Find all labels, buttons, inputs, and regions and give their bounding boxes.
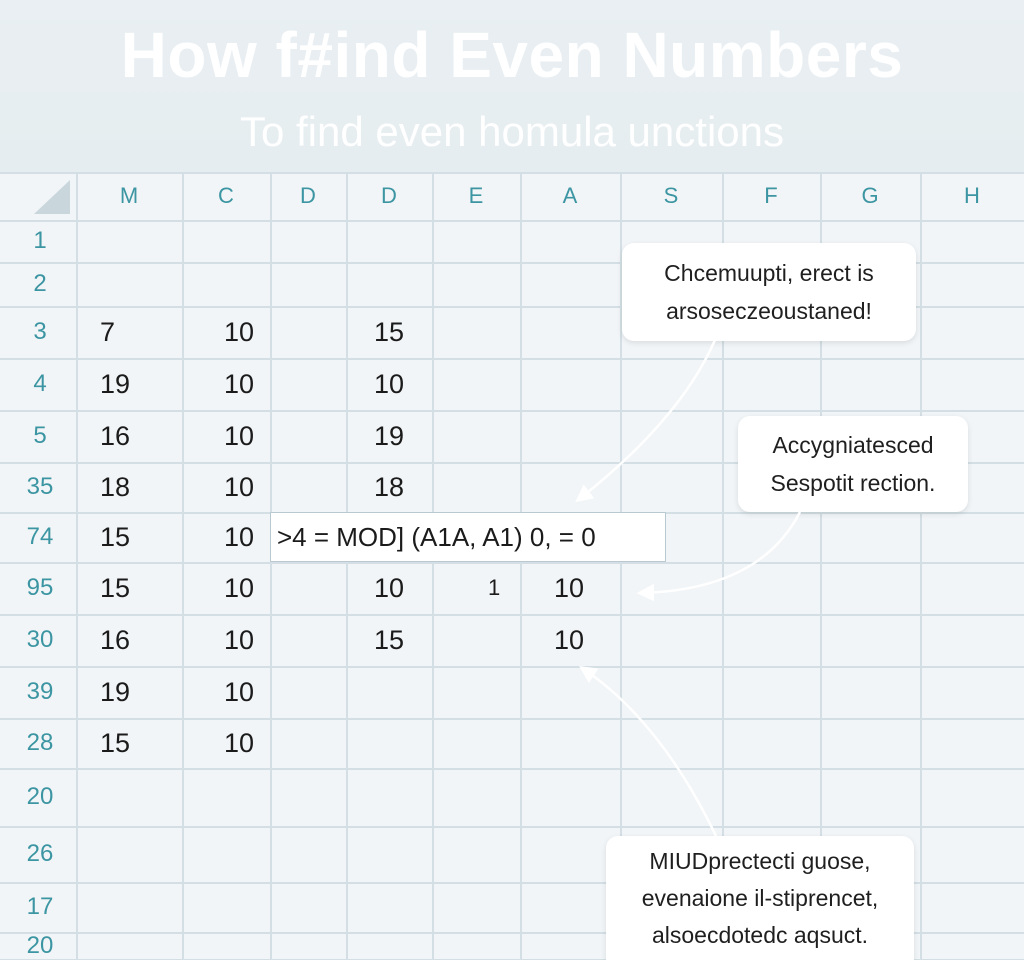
table-cell[interactable]: 15 bbox=[100, 727, 131, 758]
table-cell[interactable]: 15 bbox=[374, 316, 405, 347]
table-cell[interactable]: 10 bbox=[223, 521, 254, 552]
row-header[interactable]: 20 bbox=[26, 783, 54, 810]
table-cell[interactable]: 7 bbox=[100, 316, 116, 347]
row-header[interactable]: 28 bbox=[26, 729, 54, 756]
row-header[interactable]: 4 bbox=[33, 370, 47, 397]
row-header[interactable]: 17 bbox=[26, 893, 54, 920]
grid-vline bbox=[270, 172, 272, 960]
row-header[interactable]: 1 bbox=[33, 227, 47, 254]
row-header[interactable]: 5 bbox=[33, 422, 47, 449]
callout-middle bbox=[738, 416, 968, 512]
table-cell[interactable]: 1 bbox=[488, 575, 501, 600]
row-header[interactable]: 39 bbox=[26, 678, 54, 705]
table-cell[interactable]: 10 bbox=[223, 471, 254, 502]
table-cell[interactable]: 10 bbox=[223, 572, 254, 603]
table-cell[interactable]: 16 bbox=[100, 624, 131, 655]
column-header[interactable]: E bbox=[468, 183, 484, 208]
row-header[interactable]: 2 bbox=[33, 270, 47, 297]
table-cell[interactable]: 19 bbox=[100, 368, 131, 399]
callout-top-line1: Chcemuupti, erect is bbox=[664, 260, 874, 286]
grid-hline bbox=[0, 768, 1024, 770]
column-header[interactable]: G bbox=[861, 183, 879, 208]
callout-bottom-line3: alsoecdotedc aqsuct. bbox=[651, 921, 869, 948]
header-banner bbox=[0, 0, 1024, 172]
page-subtitle: To find even homula unctions bbox=[239, 108, 784, 155]
row-header[interactable]: 20 bbox=[26, 932, 54, 959]
row-header[interactable]: 3 bbox=[33, 318, 47, 345]
grid-hline bbox=[0, 826, 1024, 828]
row-header[interactable]: 26 bbox=[26, 840, 54, 867]
callout-bottom-line2: evenaione il-stiprencet, bbox=[641, 884, 879, 911]
table-cell[interactable]: 18 bbox=[374, 471, 405, 502]
table-cell[interactable]: 10 bbox=[223, 420, 254, 451]
table-cell[interactable]: 19 bbox=[374, 420, 405, 451]
table-cell[interactable]: 18 bbox=[100, 471, 131, 502]
table-cell[interactable]: 10 bbox=[223, 368, 254, 399]
select-all-corner[interactable] bbox=[34, 180, 70, 214]
table-cell[interactable]: 10 bbox=[554, 624, 585, 655]
column-header[interactable]: M bbox=[119, 183, 139, 208]
page-title: How f#ind Even Numbers bbox=[120, 19, 904, 91]
formula-cell[interactable]: >4 = MOD] (A1A, A1) 0, = 0 bbox=[270, 512, 666, 562]
column-header[interactable]: D bbox=[300, 183, 316, 208]
callout-middle-line1: Accygniatesced bbox=[772, 432, 934, 458]
column-header[interactable]: C bbox=[218, 183, 234, 208]
grid-hline bbox=[0, 220, 1024, 222]
column-header[interactable]: S bbox=[663, 183, 679, 208]
grid-vline bbox=[920, 172, 922, 960]
table-cell[interactable]: 16 bbox=[100, 420, 131, 451]
callout-bottom bbox=[606, 836, 914, 960]
row-header[interactable]: 95 bbox=[26, 574, 54, 601]
callout-middle-line2: Sespotit rection. bbox=[770, 470, 936, 496]
table-cell[interactable]: 10 bbox=[374, 368, 405, 399]
row-header[interactable]: 35 bbox=[26, 473, 54, 500]
column-header[interactable]: H bbox=[964, 183, 980, 208]
table-cell[interactable]: 10 bbox=[223, 676, 254, 707]
table-cell[interactable]: 10 bbox=[223, 727, 254, 758]
table-cell[interactable]: 10 bbox=[223, 316, 254, 347]
callout-top-line2: arsoseczeoustaned! bbox=[666, 298, 872, 324]
callout-top bbox=[622, 243, 916, 341]
column-header[interactable]: A bbox=[562, 183, 578, 208]
callout-bottom-line1: MIUDprectecti guose, bbox=[649, 847, 871, 874]
table-cell[interactable]: 15 bbox=[374, 624, 405, 655]
table-cell[interactable]: 15 bbox=[100, 572, 131, 603]
table-cell[interactable]: 19 bbox=[100, 676, 131, 707]
table-cell[interactable]: 10 bbox=[554, 572, 585, 603]
row-header[interactable]: 30 bbox=[26, 626, 54, 653]
table-cell[interactable]: 15 bbox=[100, 521, 131, 552]
table-cell[interactable]: 10 bbox=[223, 624, 254, 655]
table-cell[interactable]: 10 bbox=[374, 572, 405, 603]
column-header[interactable]: D bbox=[381, 183, 397, 208]
column-header[interactable]: F bbox=[764, 183, 778, 208]
row-header[interactable]: 74 bbox=[26, 523, 54, 550]
